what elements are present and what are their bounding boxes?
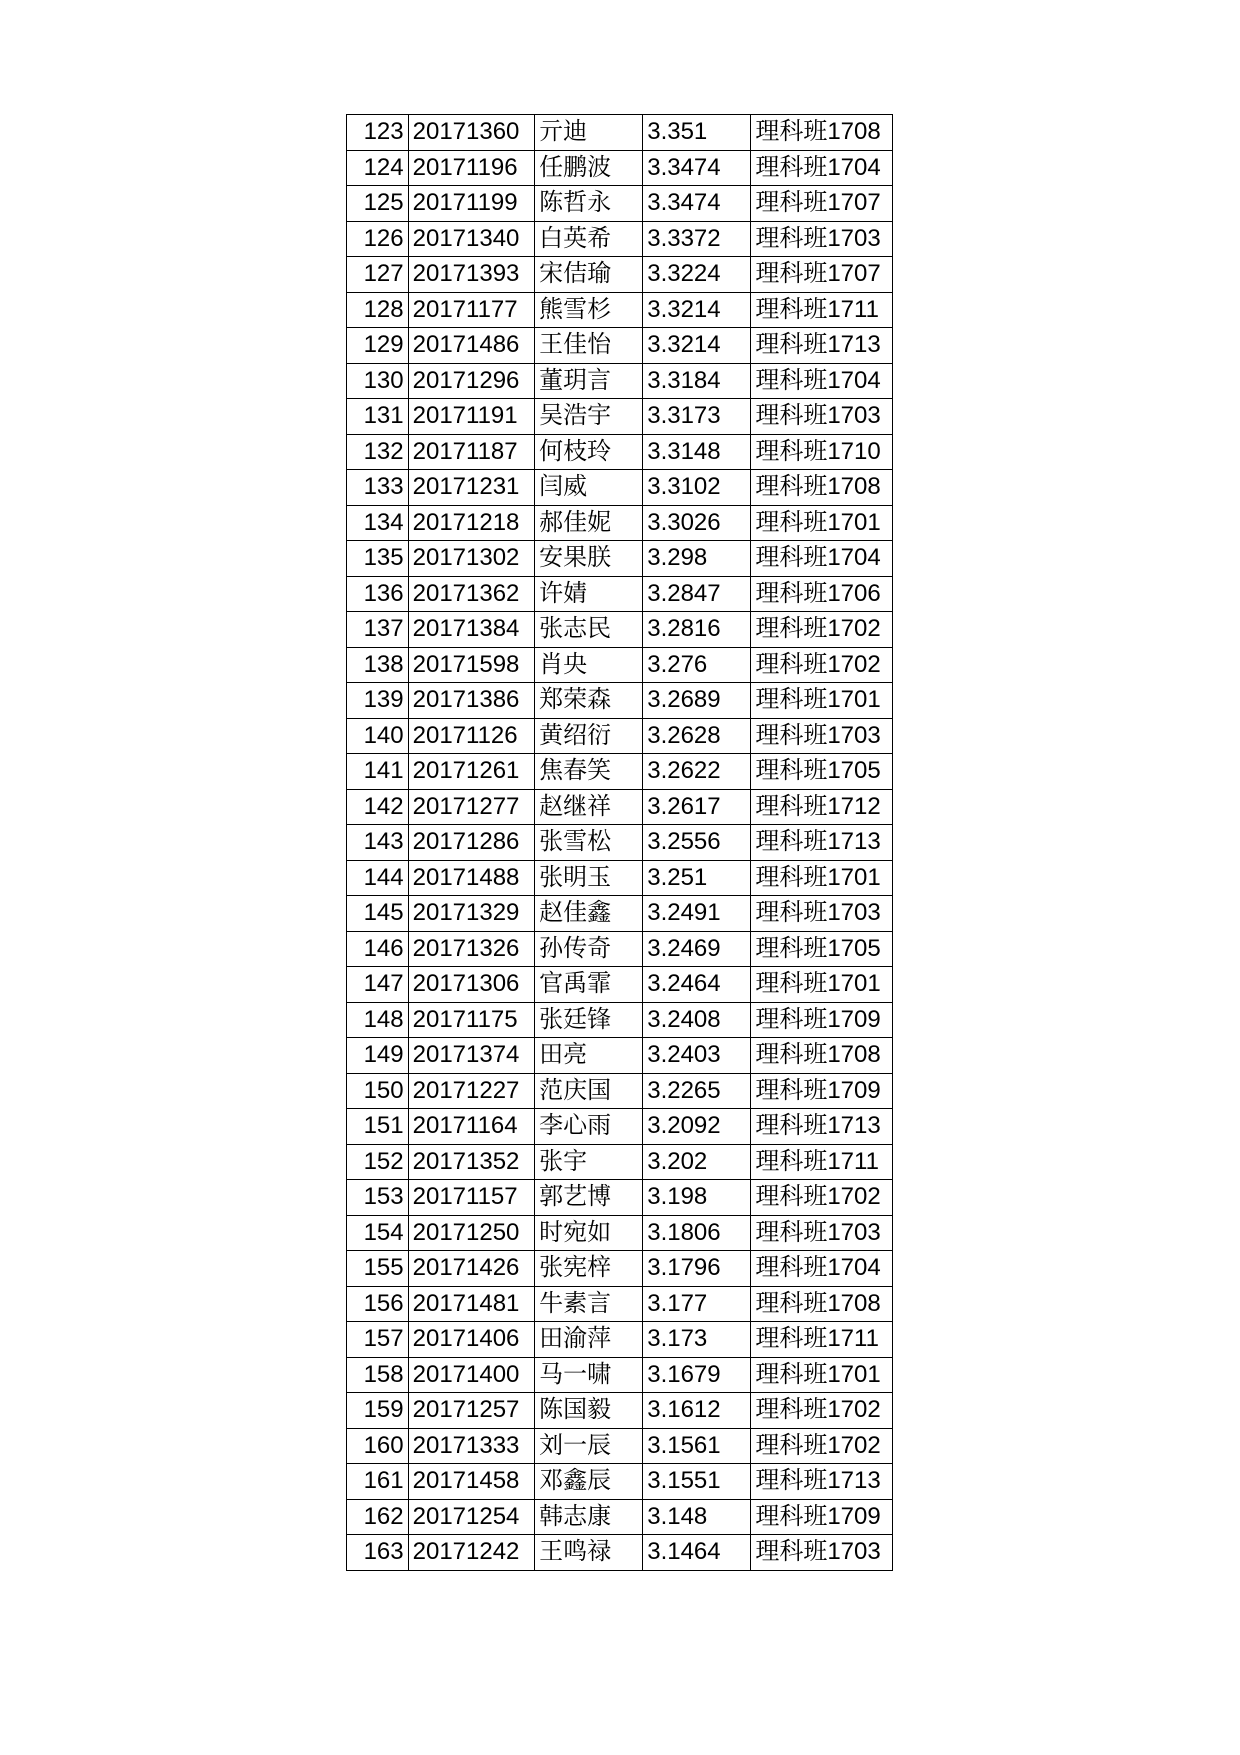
class-cell: 理科班1702	[751, 1428, 893, 1464]
student-id-cell: 20171196	[408, 150, 534, 186]
rank-cell: 146	[347, 931, 409, 967]
table-row	[347, 150, 893, 186]
table-row	[347, 967, 893, 1003]
table-row	[347, 896, 893, 932]
table-row	[347, 576, 893, 612]
student-id-cell: 20171326	[408, 931, 534, 967]
rank-cell: 133	[347, 470, 409, 506]
student-id-cell: 20171191	[408, 399, 534, 435]
class-cell: 理科班1704	[751, 541, 893, 577]
table-row	[347, 1393, 893, 1429]
rank-cell: 152	[347, 1144, 409, 1180]
score-cell: 3.177	[643, 1286, 751, 1322]
class-cell: 理科班1701	[751, 505, 893, 541]
class-cell: 理科班1701	[751, 967, 893, 1003]
student-id-cell: 20171218	[408, 505, 534, 541]
student-id-cell: 20171302	[408, 541, 534, 577]
score-cell: 3.3148	[643, 434, 751, 470]
rank-cell: 150	[347, 1073, 409, 1109]
ranking-table	[346, 114, 893, 1571]
student-id-cell: 20171254	[408, 1499, 534, 1535]
score-cell: 3.3026	[643, 505, 751, 541]
table-row	[347, 860, 893, 896]
rank-cell: 129	[347, 328, 409, 364]
table-row	[347, 1073, 893, 1109]
class-cell: 理科班1710	[751, 434, 893, 470]
student-id-cell: 20171486	[408, 328, 534, 364]
rank-cell: 140	[347, 718, 409, 754]
rank-cell: 145	[347, 896, 409, 932]
rank-cell: 128	[347, 292, 409, 328]
class-cell: 理科班1713	[751, 1109, 893, 1145]
table-row	[347, 789, 893, 825]
rank-cell: 142	[347, 789, 409, 825]
table-row	[347, 399, 893, 435]
student-id-cell: 20171352	[408, 1144, 534, 1180]
student-id-cell: 20171296	[408, 363, 534, 399]
score-cell: 3.2403	[643, 1038, 751, 1074]
name-cell: 孙传奇	[535, 931, 643, 967]
score-cell: 3.148	[643, 1499, 751, 1535]
name-cell: 张宪梓	[535, 1251, 643, 1287]
rank-cell: 157	[347, 1322, 409, 1358]
class-cell: 理科班1702	[751, 647, 893, 683]
table-row	[347, 363, 893, 399]
name-cell: 赵佳鑫	[535, 896, 643, 932]
class-cell: 理科班1711	[751, 1144, 893, 1180]
score-cell: 3.3184	[643, 363, 751, 399]
rank-cell: 162	[347, 1499, 409, 1535]
table-row	[347, 505, 893, 541]
name-cell: 张廷锋	[535, 1002, 643, 1038]
table-row	[347, 257, 893, 293]
name-cell: 安果朕	[535, 541, 643, 577]
class-cell: 理科班1703	[751, 1535, 893, 1571]
table-row	[347, 541, 893, 577]
score-cell: 3.1806	[643, 1215, 751, 1251]
rank-cell: 136	[347, 576, 409, 612]
rank-cell: 149	[347, 1038, 409, 1074]
rank-cell: 123	[347, 115, 409, 151]
score-cell: 3.3372	[643, 221, 751, 257]
student-id-cell: 20171488	[408, 860, 534, 896]
student-id-cell: 20171157	[408, 1180, 534, 1216]
name-cell: 刘一辰	[535, 1428, 643, 1464]
name-cell: 官禹霏	[535, 967, 643, 1003]
student-id-cell: 20171286	[408, 825, 534, 861]
student-id-cell: 20171393	[408, 257, 534, 293]
rank-cell: 155	[347, 1251, 409, 1287]
score-cell: 3.1561	[643, 1428, 751, 1464]
rank-cell: 163	[347, 1535, 409, 1571]
student-id-cell: 20171598	[408, 647, 534, 683]
name-cell: 张明玉	[535, 860, 643, 896]
score-cell: 3.3474	[643, 186, 751, 222]
score-cell: 3.1612	[643, 1393, 751, 1429]
name-cell: 王鸣禄	[535, 1535, 643, 1571]
rank-cell: 125	[347, 186, 409, 222]
student-id-cell: 20171177	[408, 292, 534, 328]
score-cell: 3.2408	[643, 1002, 751, 1038]
student-id-cell: 20171199	[408, 186, 534, 222]
rank-cell: 151	[347, 1109, 409, 1145]
name-cell: 亓迪	[535, 115, 643, 151]
table-row	[347, 825, 893, 861]
student-id-cell: 20171426	[408, 1251, 534, 1287]
student-id-cell: 20171384	[408, 612, 534, 648]
table-row	[347, 328, 893, 364]
class-cell: 理科班1705	[751, 931, 893, 967]
class-cell: 理科班1709	[751, 1073, 893, 1109]
table-row	[347, 1464, 893, 1500]
score-cell: 3.3173	[643, 399, 751, 435]
name-cell: 肖央	[535, 647, 643, 683]
name-cell: 吴浩宇	[535, 399, 643, 435]
class-cell: 理科班1709	[751, 1499, 893, 1535]
name-cell: 郭艺博	[535, 1180, 643, 1216]
name-cell: 范庆国	[535, 1073, 643, 1109]
rank-cell: 143	[347, 825, 409, 861]
table-row	[347, 434, 893, 470]
rank-cell: 130	[347, 363, 409, 399]
class-cell: 理科班1707	[751, 186, 893, 222]
name-cell: 韩志康	[535, 1499, 643, 1535]
score-cell: 3.3474	[643, 150, 751, 186]
name-cell: 时宛如	[535, 1215, 643, 1251]
student-id-cell: 20171242	[408, 1535, 534, 1571]
score-cell: 3.173	[643, 1322, 751, 1358]
class-cell: 理科班1708	[751, 115, 893, 151]
name-cell: 许婧	[535, 576, 643, 612]
table-row	[347, 186, 893, 222]
class-cell: 理科班1702	[751, 1180, 893, 1216]
student-id-cell: 20171386	[408, 683, 534, 719]
student-id-cell: 20171400	[408, 1357, 534, 1393]
table-row	[347, 1499, 893, 1535]
class-cell: 理科班1701	[751, 683, 893, 719]
class-cell: 理科班1709	[751, 1002, 893, 1038]
table-row	[347, 1428, 893, 1464]
table-row	[347, 1322, 893, 1358]
score-cell: 3.1464	[643, 1535, 751, 1571]
class-cell: 理科班1704	[751, 150, 893, 186]
class-cell: 理科班1703	[751, 399, 893, 435]
class-cell: 理科班1713	[751, 825, 893, 861]
class-cell: 理科班1707	[751, 257, 893, 293]
name-cell: 张雪松	[535, 825, 643, 861]
name-cell: 张宇	[535, 1144, 643, 1180]
rank-cell: 153	[347, 1180, 409, 1216]
rank-cell: 160	[347, 1428, 409, 1464]
student-id-cell: 20171231	[408, 470, 534, 506]
student-id-cell: 20171261	[408, 754, 534, 790]
score-cell: 3.3214	[643, 292, 751, 328]
class-cell: 理科班1711	[751, 1322, 893, 1358]
table-row	[347, 1215, 893, 1251]
table-row	[347, 1002, 893, 1038]
rank-cell: 126	[347, 221, 409, 257]
name-cell: 郝佳妮	[535, 505, 643, 541]
rank-cell: 137	[347, 612, 409, 648]
score-cell: 3.1679	[643, 1357, 751, 1393]
student-id-cell: 20171227	[408, 1073, 534, 1109]
score-cell: 3.202	[643, 1144, 751, 1180]
name-cell: 邓鑫辰	[535, 1464, 643, 1500]
name-cell: 焦春笑	[535, 754, 643, 790]
table-row	[347, 718, 893, 754]
name-cell: 马一啸	[535, 1357, 643, 1393]
score-cell: 3.2689	[643, 683, 751, 719]
name-cell: 任鹏波	[535, 150, 643, 186]
table-row	[347, 115, 893, 151]
score-cell: 3.276	[643, 647, 751, 683]
class-cell: 理科班1708	[751, 1038, 893, 1074]
table-row	[347, 931, 893, 967]
student-id-cell: 20171250	[408, 1215, 534, 1251]
name-cell: 熊雪杉	[535, 292, 643, 328]
rank-cell: 147	[347, 967, 409, 1003]
name-cell: 闫威	[535, 470, 643, 506]
score-cell: 3.2628	[643, 718, 751, 754]
name-cell: 白英希	[535, 221, 643, 257]
class-cell: 理科班1703	[751, 1215, 893, 1251]
rank-cell: 138	[347, 647, 409, 683]
table-row	[347, 1144, 893, 1180]
score-cell: 3.1551	[643, 1464, 751, 1500]
score-cell: 3.2622	[643, 754, 751, 790]
name-cell: 田渝萍	[535, 1322, 643, 1358]
student-id-cell: 20171458	[408, 1464, 534, 1500]
name-cell: 宋佶瑜	[535, 257, 643, 293]
score-cell: 3.2464	[643, 967, 751, 1003]
score-cell: 3.298	[643, 541, 751, 577]
class-cell: 理科班1701	[751, 1357, 893, 1393]
ranking-table-body	[347, 115, 893, 1571]
table-row	[347, 1535, 893, 1571]
rank-cell: 135	[347, 541, 409, 577]
student-id-cell: 20171164	[408, 1109, 534, 1145]
student-id-cell: 20171374	[408, 1038, 534, 1074]
score-cell: 3.2617	[643, 789, 751, 825]
name-cell: 李心雨	[535, 1109, 643, 1145]
name-cell: 陈哲永	[535, 186, 643, 222]
score-cell: 3.3224	[643, 257, 751, 293]
rank-cell: 134	[347, 505, 409, 541]
rank-cell: 158	[347, 1357, 409, 1393]
name-cell: 牛素言	[535, 1286, 643, 1322]
student-id-cell: 20171277	[408, 789, 534, 825]
student-id-cell: 20171360	[408, 115, 534, 151]
student-id-cell: 20171306	[408, 967, 534, 1003]
class-cell: 理科班1703	[751, 221, 893, 257]
student-id-cell: 20171481	[408, 1286, 534, 1322]
class-cell: 理科班1712	[751, 789, 893, 825]
student-id-cell: 20171406	[408, 1322, 534, 1358]
name-cell: 董玥言	[535, 363, 643, 399]
rank-cell: 127	[347, 257, 409, 293]
class-cell: 理科班1706	[751, 576, 893, 612]
rank-cell: 124	[347, 150, 409, 186]
score-cell: 3.1796	[643, 1251, 751, 1287]
table-row	[347, 1357, 893, 1393]
class-cell: 理科班1702	[751, 1393, 893, 1429]
rank-cell: 148	[347, 1002, 409, 1038]
name-cell: 陈国毅	[535, 1393, 643, 1429]
student-id-cell: 20171257	[408, 1393, 534, 1429]
table-row	[347, 1180, 893, 1216]
class-cell: 理科班1702	[751, 612, 893, 648]
name-cell: 何枝玲	[535, 434, 643, 470]
table-row	[347, 754, 893, 790]
score-cell: 3.2556	[643, 825, 751, 861]
student-id-cell: 20171333	[408, 1428, 534, 1464]
table-row	[347, 1286, 893, 1322]
score-cell: 3.2265	[643, 1073, 751, 1109]
name-cell: 郑荣森	[535, 683, 643, 719]
score-cell: 3.2469	[643, 931, 751, 967]
table-row	[347, 221, 893, 257]
class-cell: 理科班1705	[751, 754, 893, 790]
rank-cell: 141	[347, 754, 409, 790]
class-cell: 理科班1703	[751, 896, 893, 932]
score-cell: 3.2491	[643, 896, 751, 932]
student-id-cell: 20171175	[408, 1002, 534, 1038]
table-row	[347, 292, 893, 328]
class-cell: 理科班1708	[751, 470, 893, 506]
rank-cell: 159	[347, 1393, 409, 1429]
class-cell: 理科班1711	[751, 292, 893, 328]
score-cell: 3.251	[643, 860, 751, 896]
rank-cell: 156	[347, 1286, 409, 1322]
student-id-cell: 20171187	[408, 434, 534, 470]
class-cell: 理科班1713	[751, 328, 893, 364]
score-cell: 3.3214	[643, 328, 751, 364]
class-cell: 理科班1701	[751, 860, 893, 896]
class-cell: 理科班1713	[751, 1464, 893, 1500]
score-cell: 3.2816	[643, 612, 751, 648]
name-cell: 赵继祥	[535, 789, 643, 825]
table-row	[347, 612, 893, 648]
table-row	[347, 1109, 893, 1145]
score-cell: 3.3102	[643, 470, 751, 506]
class-cell: 理科班1704	[751, 363, 893, 399]
rank-cell: 139	[347, 683, 409, 719]
rank-cell: 144	[347, 860, 409, 896]
rank-cell: 154	[347, 1215, 409, 1251]
name-cell: 王佳怡	[535, 328, 643, 364]
table-row	[347, 647, 893, 683]
student-id-cell: 20171362	[408, 576, 534, 612]
table-row	[347, 1038, 893, 1074]
name-cell: 张志民	[535, 612, 643, 648]
score-cell: 3.2092	[643, 1109, 751, 1145]
class-cell: 理科班1704	[751, 1251, 893, 1287]
class-cell: 理科班1703	[751, 718, 893, 754]
table-row	[347, 683, 893, 719]
rank-cell: 161	[347, 1464, 409, 1500]
score-cell: 3.2847	[643, 576, 751, 612]
table-row	[347, 1251, 893, 1287]
rank-cell: 132	[347, 434, 409, 470]
table-row	[347, 470, 893, 506]
student-id-cell: 20171126	[408, 718, 534, 754]
score-cell: 3.351	[643, 115, 751, 151]
score-cell: 3.198	[643, 1180, 751, 1216]
student-id-cell: 20171329	[408, 896, 534, 932]
name-cell: 田亮	[535, 1038, 643, 1074]
student-id-cell: 20171340	[408, 221, 534, 257]
rank-cell: 131	[347, 399, 409, 435]
class-cell: 理科班1708	[751, 1286, 893, 1322]
name-cell: 黄绍衍	[535, 718, 643, 754]
